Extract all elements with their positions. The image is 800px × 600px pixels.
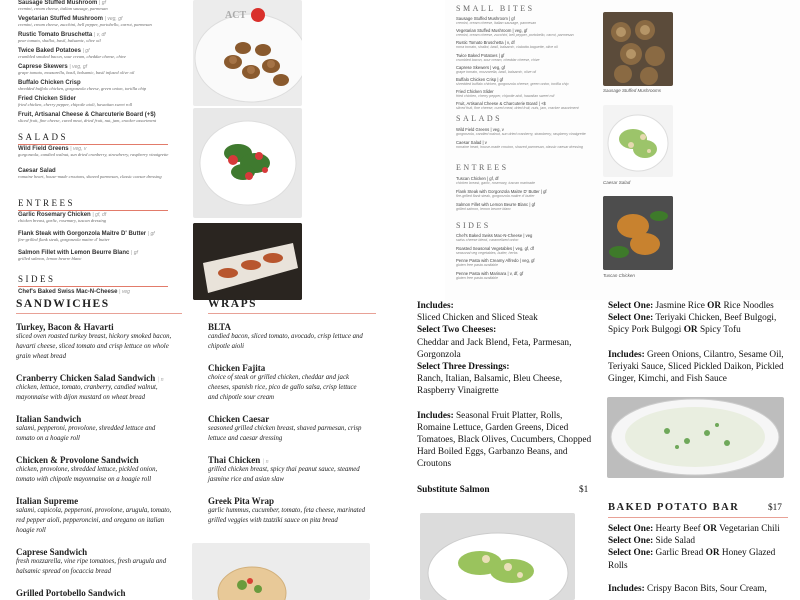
menu-item-desc: salami, pepperoni, provolone, shredded lettuce and tomato on a hoagie roll bbox=[16, 425, 156, 443]
menu-item-name bbox=[18, 289, 130, 295]
menu-item-desc: grilled salmon, lemon beurre blanc bbox=[18, 256, 82, 261]
menu-item-title: Italian Sandwich bbox=[16, 414, 82, 424]
menu-item-desc: fire-grilled flank steak, gorgonzola maitre d' butter bbox=[456, 194, 535, 198]
menu-item-desc: romaine heart, house-made crouton, shaved parmesan, classic caesar dressing bbox=[456, 145, 583, 149]
entrees-heading: ENTREES bbox=[18, 198, 75, 208]
salads-heading: SALADS bbox=[18, 132, 69, 142]
menu-item bbox=[18, 212, 106, 223]
menu-item bbox=[18, 250, 138, 261]
menu-item-title: Fried Chicken Slider bbox=[18, 96, 77, 102]
menu-item bbox=[208, 363, 366, 404]
menu-item-tags: | gf bbox=[82, 48, 90, 54]
menu-item-name bbox=[208, 414, 366, 424]
menu-item-title: BLTA bbox=[208, 322, 232, 332]
menu-item-tags: | veg, v bbox=[70, 146, 87, 152]
wraps-title: WRAPS bbox=[208, 298, 258, 310]
menu-item bbox=[16, 455, 174, 485]
menu-item-desc: cremini, cream cheese, zucchini, bell pepper, portobello, carrot, parmesan bbox=[456, 33, 574, 38]
menu-item bbox=[456, 233, 532, 242]
menu-item-desc: gluten free pasta available bbox=[456, 275, 498, 280]
menu-item-desc: crumbled smoked bacon, sour cream, cheddar cheese, chive bbox=[18, 54, 127, 59]
menu-item-name bbox=[16, 547, 174, 557]
menu-item-title: Grilled Portobello Sandwich bbox=[16, 588, 126, 598]
menu-item bbox=[18, 0, 108, 11]
menu-item bbox=[208, 455, 366, 485]
menu-item bbox=[456, 101, 579, 110]
includes2-label: Includes: bbox=[417, 410, 454, 421]
menu-item bbox=[16, 547, 174, 577]
menu-item bbox=[456, 176, 535, 185]
bp-includes: Includes: Crispy Bacon Bits, Sour Cream, bbox=[608, 583, 767, 594]
menu-item bbox=[16, 414, 174, 444]
menu-item-desc: grilled chicken breast, spicy thai peanut sauce, steamed jasmine rice and asian slaw bbox=[208, 466, 360, 484]
menu-item bbox=[456, 140, 583, 149]
menu-item-desc: garlic hummus, cucumber, tomato, feta cheese, marinated grilled veggies with tzatziki sauce on pita bread bbox=[208, 507, 366, 525]
menu-item-desc: sliced fruit, fine cheese, cured meat, dried fruit, nut, jam, cracker assortment bbox=[18, 118, 157, 123]
plate-logo-badge bbox=[251, 8, 265, 22]
menu-item-title: Twice Baked Potatoes bbox=[18, 48, 81, 54]
menu-item bbox=[18, 231, 155, 242]
menu-item-title: Cranberry Chicken Salad Sandwich bbox=[16, 373, 156, 383]
menu-item-tags: | v, df bbox=[93, 32, 106, 38]
menu-item-desc: pear tomato, shallot, basil, balsamic, olive oil bbox=[18, 38, 101, 43]
pb-entrees-heading: ENTREES bbox=[456, 163, 509, 172]
menu-item-name: Vegetarian Stuffed Mushroom | veg, gf bbox=[456, 28, 528, 34]
menu-item-title: Caprese Skewers bbox=[18, 64, 68, 70]
menu-item bbox=[16, 373, 174, 403]
includes-block bbox=[417, 300, 592, 324]
sides-heading: SIDES bbox=[18, 274, 56, 284]
caesar-caption: Caesar Salad bbox=[603, 180, 631, 185]
menu-item-name: Penne Pasta with Creamy Alfredo | veg, gf bbox=[456, 258, 535, 263]
menu-item bbox=[456, 258, 535, 267]
mushroom-caption: Sausage Stuffed Mushrooms bbox=[603, 88, 662, 93]
menu-item-desc: fresh mozzarella, vine ripe tomatoes, fresh arugula and balsamic spread on focaccia bread bbox=[16, 558, 167, 576]
menu-item-tags: | gf bbox=[131, 250, 138, 256]
menu-item bbox=[456, 28, 574, 37]
menu-item-title: Caprese Sandwich bbox=[16, 547, 88, 557]
wraps-section bbox=[192, 296, 380, 600]
chicken-caption: Tuscan Chicken bbox=[603, 273, 635, 278]
menu-item-name bbox=[16, 414, 174, 424]
cheeses-block bbox=[417, 324, 592, 361]
menu-item-desc: grilled salmon, lemon beurre blanc bbox=[456, 207, 511, 211]
sandwiches-rule bbox=[16, 313, 182, 314]
menu-item bbox=[456, 127, 586, 136]
menu-item-title: Flank Steak with Gorgonzola Maitre D' Butter bbox=[18, 231, 147, 237]
menu-item bbox=[208, 414, 366, 444]
sides-rule bbox=[18, 286, 168, 287]
menu-item bbox=[18, 64, 134, 75]
menu-item bbox=[456, 16, 536, 25]
baked-potato-rule bbox=[608, 517, 788, 518]
baked-potato-body bbox=[608, 523, 790, 595]
menu-item-name bbox=[208, 496, 366, 506]
cheeses-label: Select Two Cheeses: bbox=[417, 325, 497, 336]
mushroom-photo bbox=[603, 12, 673, 86]
menu-item-name: Chef's Baked Swiss Mac-N-Cheese | veg bbox=[456, 233, 533, 238]
menu-item-desc: choice of steak or grilled chicken, cheddar and jack cheeses, spanish rice, pico de gallo salsa, crisp lettuce and chipotle sour cream bbox=[208, 374, 357, 402]
menu-item-title: Sausage Stuffed Mushroom bbox=[18, 0, 98, 6]
dressings-block bbox=[417, 361, 592, 398]
includes2-text: Seasonal Fruit Platter, Rolls, Romaine Lettuce, Garden Greens, Diced Tomatoes, Black Olives, Cucumbers, Chopped Hard Boiled Eggs, Garbanzo Beans, and Croutons bbox=[417, 410, 592, 470]
menu-item-tags: | veg, gf bbox=[104, 16, 123, 22]
menu-item-tags: | veg bbox=[119, 289, 130, 295]
menu-item-name: Buffalo Chicken Crisp | gf bbox=[456, 77, 504, 82]
menu-item bbox=[456, 53, 540, 62]
pb-salads-heading: SALADS bbox=[456, 114, 503, 123]
bp-line-3: Select One: Garlic Bread OR Honey Glazed Rolls bbox=[608, 548, 776, 571]
substitute-price: $1 bbox=[579, 485, 589, 495]
menu-item-desc: seasonal veg vegetables, butter, herbs bbox=[456, 250, 518, 255]
plate-illustration bbox=[193, 0, 302, 106]
small-bites-heading: SMALL BITES bbox=[456, 4, 535, 13]
menu-item-tags: | gf, df bbox=[92, 212, 107, 218]
menu-item bbox=[456, 271, 523, 280]
menu-item-desc: romaine heart, house-made croutons, shaved parmesan, classic caesar dressing bbox=[18, 174, 162, 179]
menu-item-desc: fire-grilled flank steak, gorgonzola maitre d' butter bbox=[18, 237, 110, 242]
menu-item-title: Salmon Fillet with Lemon Beurre Blanc bbox=[18, 250, 130, 256]
menu-item bbox=[456, 65, 536, 74]
menu-item-title: Thai Chicken bbox=[208, 455, 261, 465]
includes2-block bbox=[417, 410, 592, 471]
appetizer-plate-photo bbox=[193, 0, 302, 106]
menu-item bbox=[16, 496, 174, 537]
menu-item-desc: shredded buffalo chicken, gorgonzola cheese, green onion, tortilla chip bbox=[18, 86, 147, 91]
menu-item-name bbox=[16, 496, 174, 506]
menu-item-name: Roasted Seasonal Vegetables | veg, gf, df bbox=[456, 245, 534, 251]
menu-item-name: Twice Baked Potatoes | gf bbox=[456, 52, 505, 58]
menu-item-title: Caesar Salad bbox=[18, 168, 56, 174]
menu-item-name bbox=[208, 363, 366, 373]
menu-item-title: Greek Pita Wrap bbox=[208, 496, 274, 506]
menu-item-desc: cremini, cream cheese, zucchini, bell pepper, portobello, carrot, parmesan bbox=[18, 22, 152, 27]
menu-item-name: Rustic Tomato Bruschetta | v, df bbox=[456, 40, 515, 46]
menu-item-name: Salmon Fillet with Lemon Beurre Blanc | gf bbox=[456, 202, 536, 207]
menu-item-desc: chicken breast, garlic, rosemary, tuscan dressing bbox=[18, 218, 106, 223]
menu-item-title: Turkey, Bacon & Havarti bbox=[16, 322, 114, 332]
menu-item bbox=[208, 322, 366, 352]
menu-item-name: Caprese Skewers | veg, gf bbox=[456, 64, 506, 70]
menu-item-desc: sliced oven roasted turkey breast, hickory smoked bacon, havarti cheese, sliced tomato and crisp lettuce on whole grain wheat bread bbox=[16, 333, 172, 361]
wraps-rule bbox=[208, 313, 376, 314]
menu-item-desc: crumbled bacon, sour cream, cheddar cheese, chive bbox=[456, 57, 540, 62]
salad-bowl-photo bbox=[420, 513, 575, 600]
menu-item-tags: | gf bbox=[147, 231, 155, 237]
bp-line-2: Select One: Side Salad bbox=[608, 536, 696, 547]
menu-item-desc: salami, capicola, pepperoni, provolone, arugula, tomato, red pepper aioli, pepperoncini, and oregano on italian hoagie roll bbox=[16, 507, 172, 535]
menu-item-desc: grape tomato, mozzarella, basil, balsamic, basil infused olive oil bbox=[18, 70, 135, 75]
rice-includes: Includes: Green Onions, Cilantro, Sesame Oil, Teriyaki Sauce, Sliced Pickled Daikon, Pickled Ginger, Kimchi, and Fish Sauce bbox=[608, 349, 784, 385]
substitute-salmon bbox=[417, 484, 490, 496]
menu-item bbox=[16, 588, 174, 598]
sandwiches-title: SANDWICHES bbox=[16, 298, 110, 310]
menu-item-title: Garlic Rosemary Chicken bbox=[18, 212, 91, 218]
menu-item-name: Fruit, Artisanal Cheese & Charcuterie Board | +$ bbox=[456, 101, 546, 107]
menu-item bbox=[456, 189, 547, 198]
menu-item bbox=[456, 40, 558, 49]
menu-item-name: Penne Pasta with Marinara | v, df, gf bbox=[456, 270, 524, 276]
menu-item bbox=[208, 496, 366, 526]
menu-item-desc: roma tomato, shallot, basil, balsamic, ciabatta baguette, olive oil bbox=[456, 45, 558, 50]
menu-item bbox=[18, 96, 132, 107]
rice-bowl-photo bbox=[607, 397, 784, 478]
menu-item bbox=[456, 246, 534, 255]
menu-item-name bbox=[16, 373, 174, 383]
menu-item bbox=[18, 16, 152, 27]
menu-item-name bbox=[16, 455, 174, 465]
menu-item-name bbox=[208, 455, 366, 465]
menu-item-title: Buffalo Chicken Crisp bbox=[18, 80, 81, 86]
dressings-text: Ranch, Italian, Balsamic, Bleu Cheese, Raspberry Vinaigrette bbox=[417, 374, 563, 397]
entree-tray-photo bbox=[193, 223, 302, 300]
menu-item-title: Fruit, Artisanal Cheese & Charcuterie Board (+$) bbox=[18, 112, 156, 118]
menu-item bbox=[18, 168, 162, 179]
menu-item-title: Chicken & Provolone Sandwich bbox=[16, 455, 139, 465]
salads-rule bbox=[18, 144, 168, 145]
menu-item-title: Chef's Baked Swiss Mac-N-Cheese bbox=[18, 289, 118, 295]
includes-label: Includes: bbox=[417, 301, 454, 311]
menu-item-name bbox=[16, 322, 174, 332]
menu-item-title: Vegetarian Stuffed Mushroom bbox=[18, 16, 104, 22]
menu-item-desc: chicken, lettuce, tomato, cranberry, candied walnut, mayonnaise with dijon mustard on wheat bread bbox=[16, 384, 158, 402]
menu-item-tags: | gf bbox=[99, 0, 106, 6]
menu-item-desc: seasoned grilled chicken breast, shaved parmesan, crisp lettuce and caesar dressing bbox=[208, 425, 362, 443]
chicken-photo bbox=[603, 196, 673, 270]
menu-item-desc: gluten free pasta available bbox=[456, 263, 498, 267]
menu-item-desc: candied bacon, sliced tomato, avocado, crisp lettuce and chipotle aioli bbox=[208, 333, 363, 351]
menu-item-desc: fried chicken, cherry pepper, chipotle aioli, hawaiian sweet roll bbox=[18, 102, 133, 107]
menu-item bbox=[456, 89, 554, 98]
menu-item bbox=[18, 112, 156, 123]
menu-item-name: Fried Chicken Slider bbox=[456, 89, 494, 95]
caesar-photo bbox=[603, 105, 673, 177]
menu-item bbox=[456, 77, 568, 86]
menu-item-desc: shredded buffalo chicken, gorgonzola cheese, green onion, tortilla chip bbox=[456, 82, 569, 86]
baked-potato-title: BAKED POTATO BAR bbox=[608, 502, 740, 513]
cheeses-text: Cheddar and Jack Blend, Feta, Parmesan, Gorgonzola bbox=[417, 337, 572, 360]
menu-item-desc: chicken breast, garlic, rosemary, tuscan marinade bbox=[456, 181, 536, 185]
salad-photo bbox=[193, 108, 302, 218]
entrees-rule bbox=[18, 210, 168, 211]
menu-item-name: Caesar Salad | v bbox=[456, 140, 487, 145]
menu-item-title: Chicken Caesar bbox=[208, 414, 270, 424]
menu-item bbox=[16, 322, 174, 363]
menu-item-desc: gorgonzola, candied walnut, sun dried cranberry, strawberry, raspberry vinaigrette bbox=[456, 132, 586, 136]
menu-item-desc: cremini, cream cheese, italian sausage, parmesan bbox=[456, 21, 537, 25]
menu-item bbox=[18, 80, 146, 91]
menu-item-title: Chicken Fajita bbox=[208, 363, 266, 373]
menu-item-desc: sliced fruit, fine cheese, cured meat, dried fruit, nuts, jam, cracker assortment bbox=[456, 106, 579, 111]
menu-item-desc: chicken, provolone, shredded lettuce, pickled onion, tomato with chipotle mayonnaise on a hoagie roll bbox=[16, 466, 158, 484]
protein-select-line: Select One: Teriyaki Chicken, Beef Bulgogi, Spicy Pork Bulgogi OR Spicy Tofu bbox=[608, 313, 777, 336]
menu-item bbox=[18, 32, 106, 43]
menu-item-name: Sausage Stuffed Mushroom | gf bbox=[456, 16, 515, 21]
menu-item-name: Flank Steak with Gorgonzola Maitre D' Butter | gf bbox=[456, 189, 547, 194]
panel-a-menu bbox=[0, 0, 192, 300]
dressings-label: Select Three Dressings: bbox=[417, 362, 510, 373]
menu-item-tag: | n bbox=[262, 459, 269, 465]
wrap-photo bbox=[192, 543, 370, 600]
menu-item bbox=[456, 202, 535, 211]
menu-item-desc: grape tomato, mozzarella, basil, balsamic, olive oil bbox=[456, 69, 537, 74]
panel-b-menu bbox=[445, 0, 800, 300]
rice-select-line: Select One: Jasmine Rice OR Rice Noodles bbox=[608, 301, 774, 311]
includes-text: Sliced Chicken and Sliced Steak bbox=[417, 313, 538, 324]
menu-item-name bbox=[16, 588, 174, 598]
menu-item-desc: swiss cheese blend, caramelized onion bbox=[456, 238, 519, 242]
sandwiches-section bbox=[0, 296, 192, 600]
panel-d bbox=[608, 300, 790, 385]
menu-item bbox=[18, 289, 130, 295]
menu-item-tags: | veg, gf bbox=[69, 64, 88, 70]
substitute-label: Substitute Salmon bbox=[417, 485, 490, 495]
baked-potato-price: $17 bbox=[768, 503, 782, 513]
menu-item-name: Wild Field Greens | veg, v bbox=[456, 127, 504, 132]
bp-line-1: Select One: Hearty Beef OR Vegetarian Chili bbox=[608, 524, 780, 534]
menu-item-tag: | n bbox=[157, 377, 164, 383]
menu-item-name: Tuscan Chicken | gf, df bbox=[456, 176, 499, 181]
menu-item-desc: cremini, cream cheese, italian sausage, parmesan bbox=[18, 6, 108, 11]
plate-logo: ACT bbox=[225, 10, 247, 21]
menu-item-title: Wild Field Greens bbox=[18, 146, 69, 152]
menu-item-desc: fried chicken, cherry pepper, chipotle aioli, hawaiian sweet roll bbox=[456, 94, 555, 99]
pb-sides-heading: SIDES bbox=[456, 221, 491, 230]
menu-item-desc: gorgonzola, candied walnut, sun dried cranberry, strawberry, raspberry vinaigrette bbox=[18, 152, 169, 157]
menu-item bbox=[18, 146, 168, 157]
menu-item-name bbox=[208, 322, 366, 332]
menu-item-title: Rustic Tomato Bruschetta bbox=[18, 32, 93, 38]
panel-c bbox=[417, 300, 592, 471]
menu-item bbox=[18, 48, 126, 59]
menu-item-title: Italian Supreme bbox=[16, 496, 79, 506]
